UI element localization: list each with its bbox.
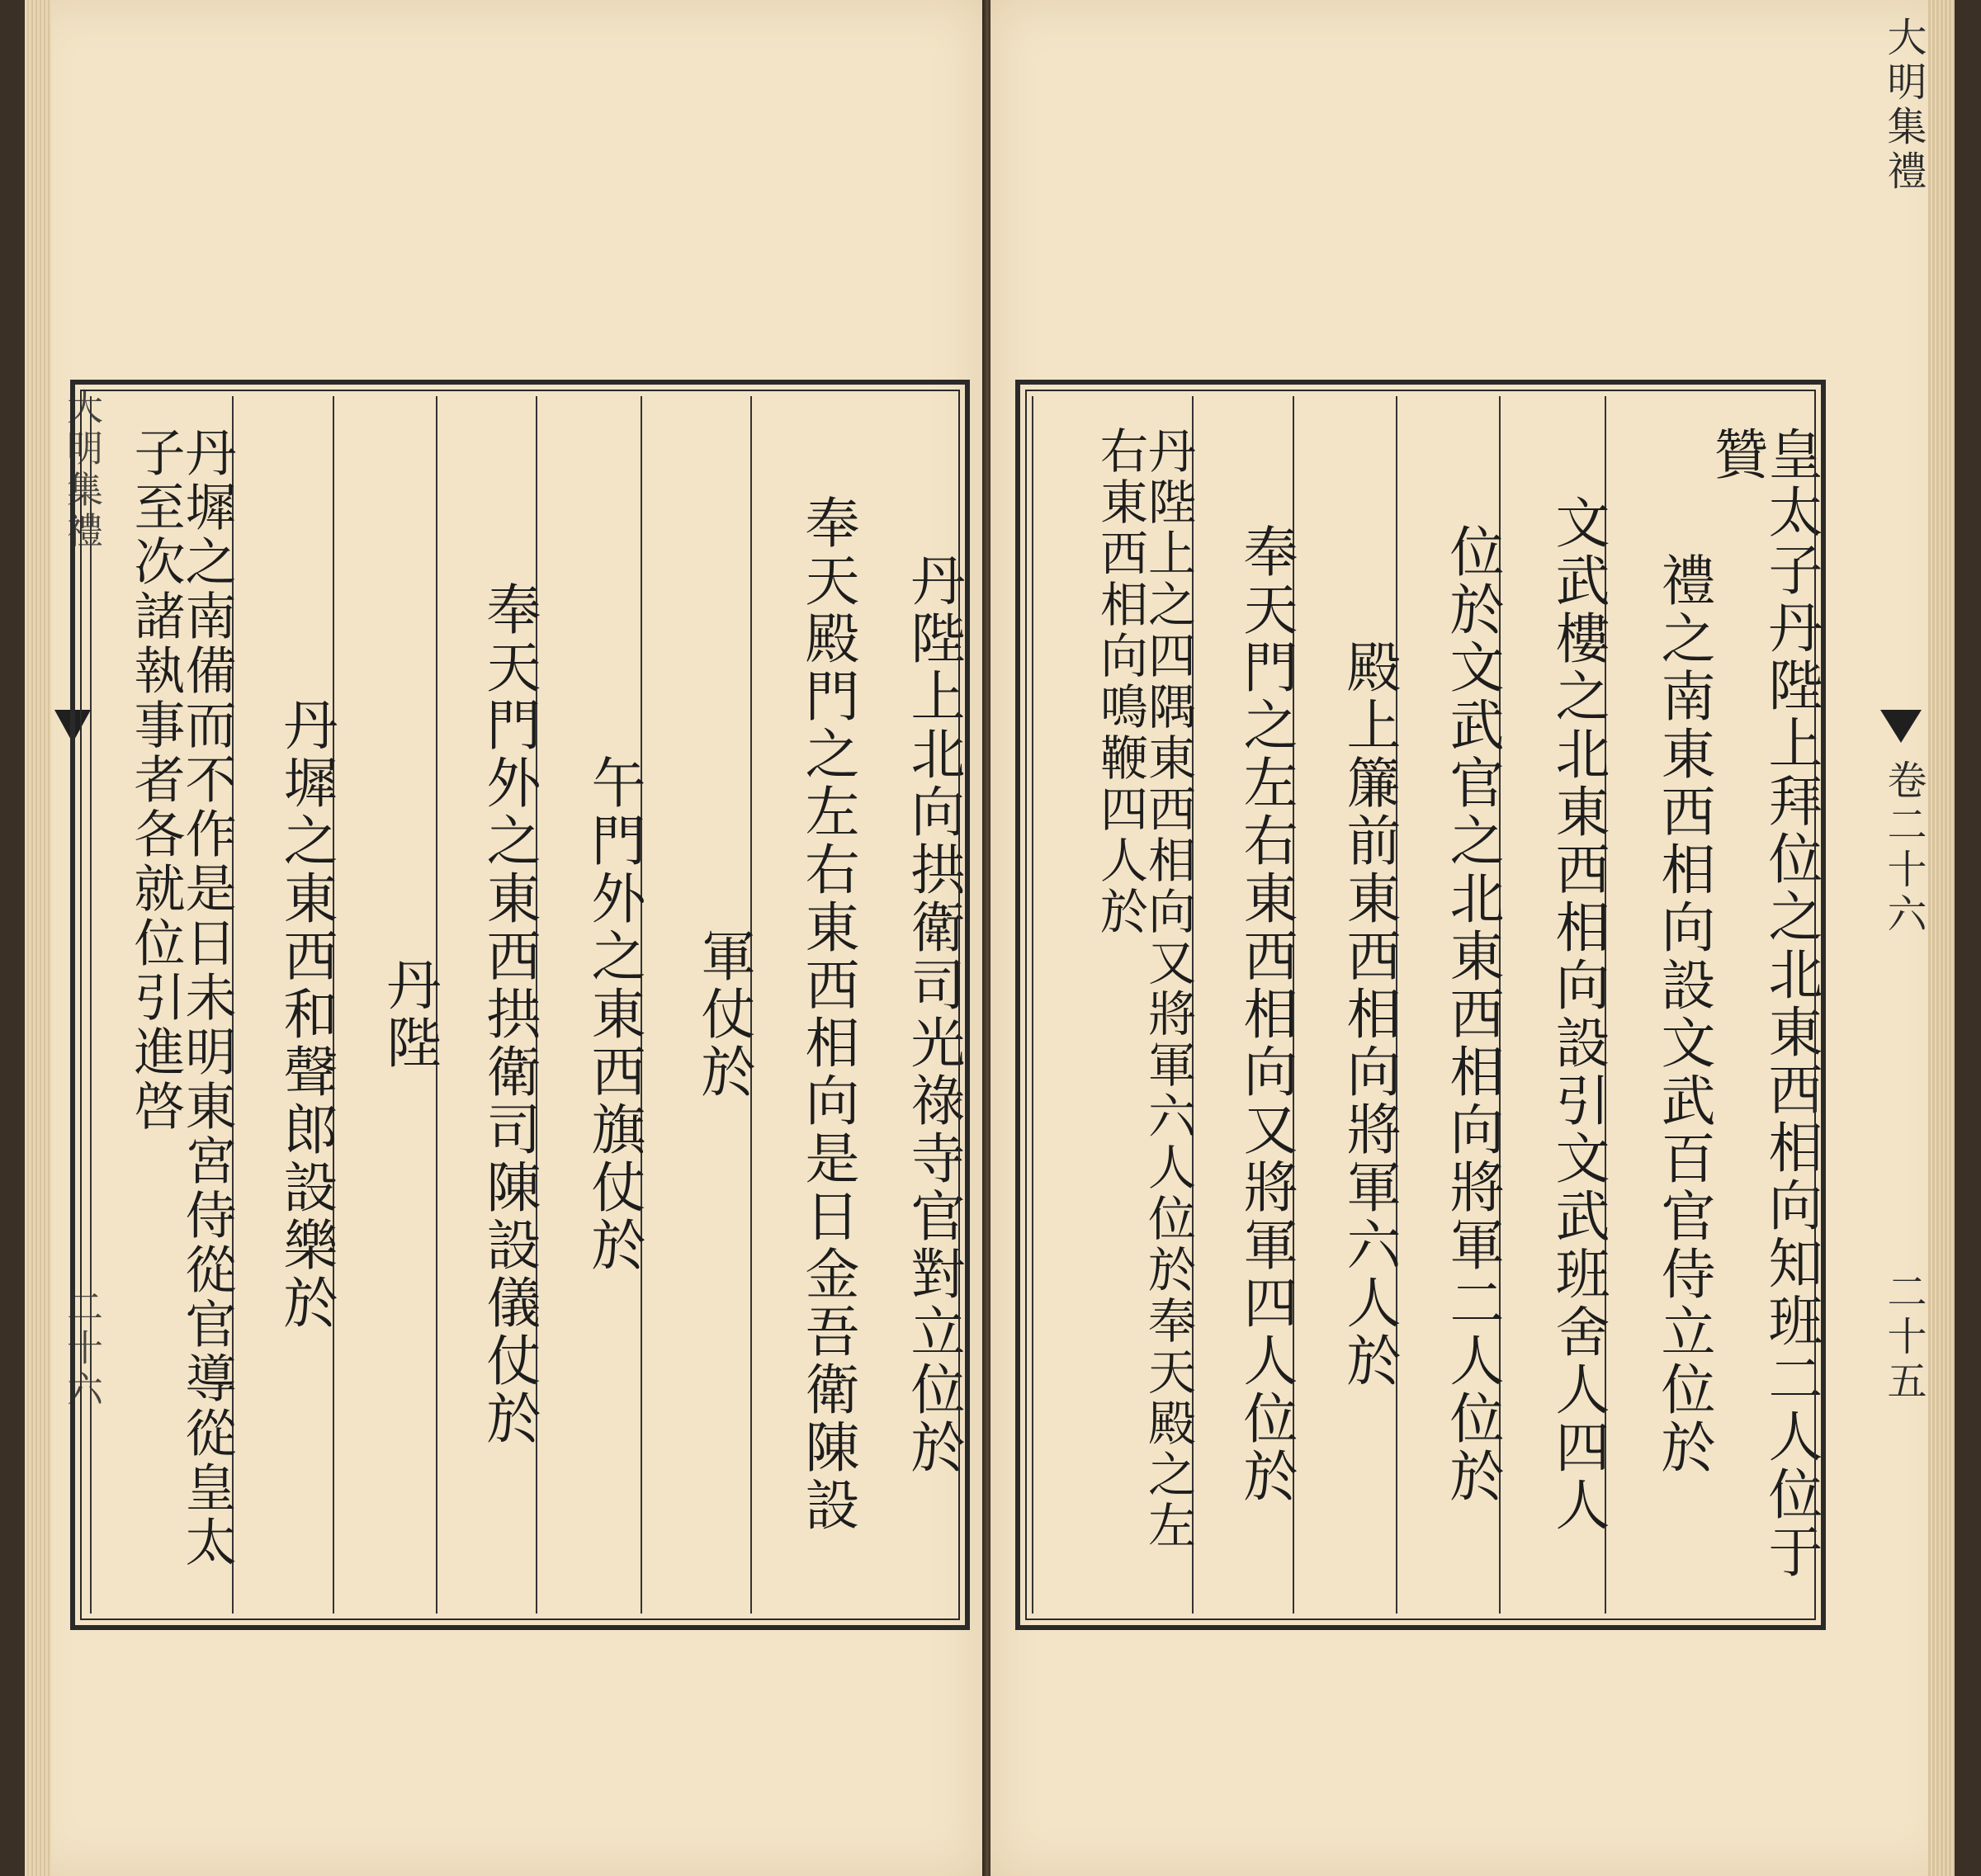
text-column (854, 396, 965, 1614)
gutter-page-number: 二十五 (1880, 1271, 1927, 1405)
column-text: 殿上簾前東西相向將軍六人於 (1337, 638, 1401, 1390)
text-column (641, 396, 755, 1614)
column-text: 奉天門之左右東西相向又將軍四人位於 (1234, 522, 1298, 1505)
page-edge-right (1928, 0, 1955, 1876)
column-text: 軍仗於 (692, 927, 755, 1101)
text-column (333, 396, 441, 1614)
column-text: 丹陛上之四隅東西相向又將軍六人位於奉天殿之左右東西相向鳴鞭四人於 (1092, 426, 1196, 1552)
text-column (1192, 396, 1298, 1614)
column-text: 奉天殿門之左右東西相向是日金吾衛陳設 (796, 494, 859, 1534)
left-gutter-title: 大明集禮 (60, 388, 102, 553)
text-frame-right (1015, 380, 1826, 1630)
left-gutter-page-number: 二十六 (60, 1288, 102, 1411)
text-column (1396, 396, 1504, 1614)
page-edge-left (25, 0, 51, 1876)
column-text: 奉天門外之東西拱衛司陳設儀仗於 (477, 580, 541, 1448)
gutter-book-title: 大明集禮 (1880, 17, 1927, 195)
text-column (90, 396, 237, 1614)
column-text: 文武樓之北東西相向設引文武班舍人四人 (1546, 494, 1610, 1534)
column-text: 丹墀之南備而不作是日未明東宮侍從官導從皇太子至次諸執事者各就位引進啓 (125, 426, 237, 1570)
left-page (25, 0, 982, 1876)
column-text: 丹陛上北向拱衛司光祿寺官對立位於 (901, 551, 965, 1477)
text-column (750, 396, 859, 1614)
text-column (436, 396, 541, 1614)
column-text: 皇太子丹陛上拜位之北東西相向知班二人位于贊 (1704, 426, 1823, 1581)
column-text: 丹陛 (377, 956, 441, 1072)
text-column (1032, 396, 1196, 1614)
column-text: 丹墀之東西和聲郎設樂於 (274, 696, 338, 1332)
text-column (1293, 396, 1401, 1614)
column-text: 禮之南東西相向設文武百官侍立位於 (1652, 551, 1715, 1477)
column-text: 午門外之東西旗仗於 (582, 754, 645, 1274)
text-column (536, 396, 645, 1614)
gutter-volume: 卷二十六 (1880, 759, 1927, 938)
text-column (232, 396, 338, 1614)
text-column (1605, 396, 1715, 1614)
right-page (990, 0, 1955, 1876)
text-frame-left (70, 380, 970, 1630)
text-column (1704, 396, 1823, 1614)
text-column (1499, 396, 1610, 1614)
column-text: 位於文武官之北東西相向將軍二人位於 (1440, 522, 1504, 1505)
